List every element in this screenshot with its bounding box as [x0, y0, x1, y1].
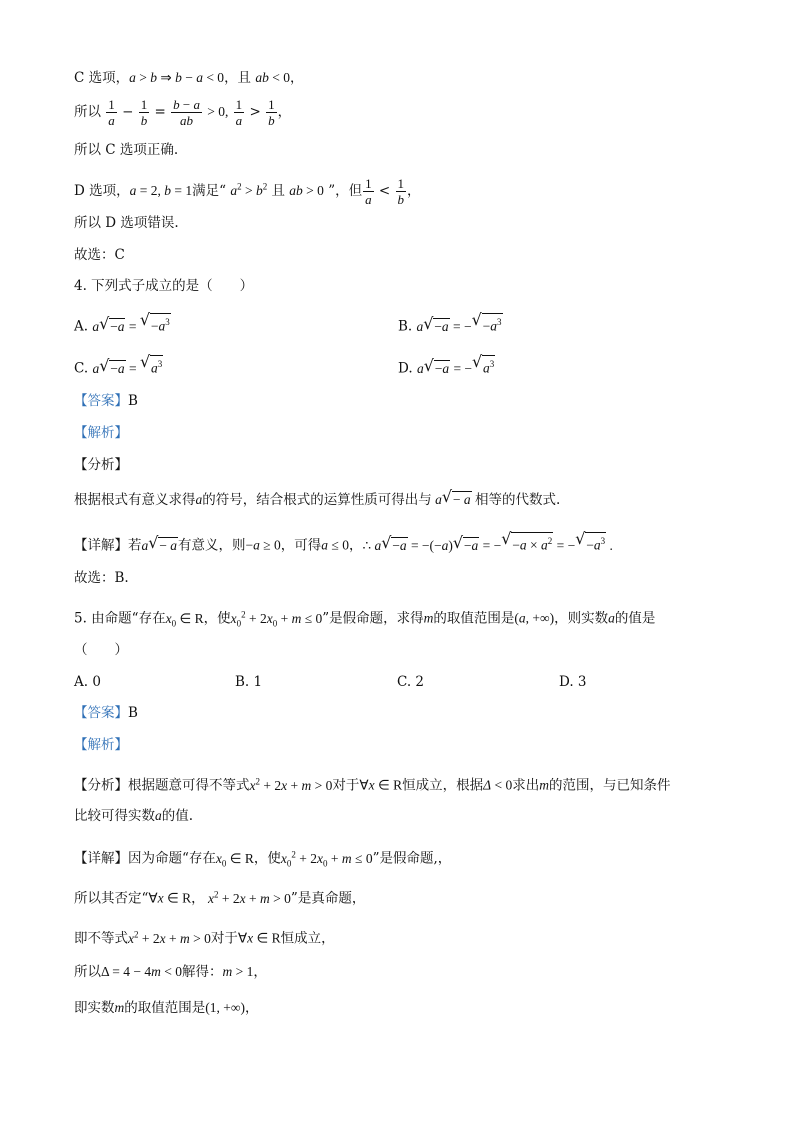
text: 恒成立， — [280, 930, 335, 947]
d-wrong-line: 所以 D 选项错误. — [74, 215, 179, 231]
text: A. — [74, 318, 89, 335]
text: 解得： — [182, 964, 223, 980]
text: 因为命题“存在 — [128, 850, 216, 867]
text: ”是假命题,， — [372, 850, 452, 867]
q5-xiangjie-2: 所以其否定“∀x ∈ R， $x^2 + 2x + m > 0$”是真命题， — [74, 889, 366, 907]
text: ，使 — [253, 850, 281, 867]
text: 所以 — [74, 104, 101, 120]
text: ，使 — [203, 610, 231, 627]
text: 【详解】 — [74, 850, 128, 867]
q4-fenxi-text: 根据根式有意义求得a的符号，结合根式的运算性质可得出与 a√ − a 相等的代数式. — [74, 490, 560, 510]
text: 5. 由命题“存在 — [74, 610, 166, 627]
c-fraction-line: 所以 $\frac{1}{a}$ − $\frac{1}{b}$ = $\frac{b - a}{ab}$ > 0, $\frac{1}{a}$ > $\frac{1}{b}$ ， — [74, 97, 292, 128]
q4-option-d: D. a√ −a = −√ $a^3$ — [398, 355, 495, 379]
answer-tag: 【答案】 — [74, 393, 128, 409]
text: 的范围，与已知条件 — [548, 777, 671, 794]
text: ”是真命题， — [290, 890, 366, 907]
d-option-line: D 选项，a = 2, b = 1满足“ $a^2 > b^2$ 且 ab > 0 ”，但 $\frac{1}{a}$ < $\frac{1}{b}$ ， — [74, 176, 421, 207]
q5-answer — [74, 703, 138, 723]
text: 【详解】 — [74, 537, 128, 554]
question-5: 5. 由命题“存在$x_0$ ∈ R，使$x_0^2 + 2x_0 + m \le 0$”是假命题，求得m的取值范围是(a, +∞)，则实数a的值是 — [74, 609, 656, 629]
text: ，可得 — [280, 537, 322, 554]
analysis-tag: 【解析】 — [74, 737, 128, 753]
text: 相等的代数式. — [475, 492, 561, 508]
text: C 选项， — [74, 70, 130, 86]
text: ， — [348, 537, 363, 554]
text: 对于 — [210, 930, 238, 947]
text: 有意义，则 — [178, 537, 246, 554]
text: B — [128, 393, 138, 409]
text: B. — [398, 318, 413, 335]
text: 恒成立，根据 — [402, 777, 484, 794]
q4-jiexi — [74, 423, 128, 443]
q5-fenxi-1: 【分析】根据题意可得不等式$x^2 + 2x + m > 0$对于∀x ∈ R恒成立，根据Δ < 0求出m的范围，与已知条件 — [74, 776, 671, 794]
q5-xiangjie-1: 【详解】因为命题“存在$x_0$ ∈ R，使$x_0^2 + 2x_0 + m \le 0$”是假命题,， — [74, 849, 452, 869]
text: ，但 — [335, 183, 363, 199]
text: 求出 — [512, 777, 540, 794]
text: 【分析】 — [74, 457, 128, 473]
text: 的值. — [161, 808, 194, 824]
q4-option-b: B. a√ −a = −√ $-a^3$ — [398, 313, 503, 337]
text: 即不等式 — [74, 930, 128, 947]
q5-xiangjie-5: 即实数m的取值范围是(1, +∞)， — [74, 1000, 259, 1016]
question-4: 4. 下列式子成立的是（ ） — [74, 278, 254, 294]
c-correct-line: 所以 C 选项正确. — [74, 142, 179, 158]
q5-fenxi-2: 比较可得实数a的值. — [74, 808, 194, 824]
text: 根据根式有意义求得 — [74, 492, 196, 508]
text: B — [128, 705, 138, 721]
q5-option-d: D. 3 — [559, 674, 587, 690]
text: 比较可得实数 — [74, 808, 155, 824]
q5-option-a: A. 0 — [74, 674, 101, 690]
text: 所以其否定“ — [74, 890, 149, 907]
q5-xiangjie-4: 所以Δ = 4 − 4m < 0解得：m > 1， — [74, 964, 267, 980]
q4-fenxi-tag — [74, 455, 128, 475]
q5-xiangjie-3: 即不等式$x^2 + 2x + m > 0$对于∀x ∈ R恒成立， — [74, 929, 335, 947]
q4-answer — [74, 391, 138, 411]
q5-option-b: B. 1 — [235, 674, 263, 690]
text: 的取值范围是 — [124, 1000, 206, 1016]
text: 满足 — [192, 183, 220, 199]
q4-option-c: C. a√ −a = √ $a^3$ — [74, 355, 163, 379]
text: ”是假命题，求得 — [322, 610, 424, 627]
text: C. — [74, 360, 89, 377]
text: D. — [398, 360, 413, 377]
text: 即实数 — [74, 1000, 115, 1016]
answer-c-line: 故选：C — [74, 247, 125, 263]
text: 的值是 — [614, 610, 656, 627]
text: ，则实数 — [554, 610, 609, 627]
text: 对于 — [332, 777, 360, 794]
c-option-line: C 选项，a > b ⇒ b − a < 0，且 ab < 0， — [74, 70, 304, 86]
text: 根据题意可得不等式 — [128, 777, 250, 794]
text: 所以 — [74, 964, 101, 980]
q5-option-c: C. 2 — [397, 674, 425, 690]
q5-paren: （ ） — [74, 642, 128, 658]
q4-xiangjie: 【详解】若a√ − a有意义，则−a ≥ 0，可得a ≤ 0，∴ a√ −a = −(−a)√ −a = −√ $-a \times a^2$ = −√ $-a^3$ . — [74, 532, 613, 556]
q4-option-a: A. a√ −a = √ $-a^3$ — [74, 313, 171, 337]
q5-jiexi — [74, 735, 128, 755]
analysis-tag: 【解析】 — [74, 425, 128, 441]
text: 的取值范围是 — [433, 610, 515, 627]
text: 的符号，结合根式的运算性质可得出与 — [202, 492, 432, 508]
text: ， — [191, 890, 205, 907]
text: 若 — [128, 537, 142, 554]
text: D 选项， — [74, 183, 130, 199]
answer-tag: 【答案】 — [74, 705, 128, 721]
answer-b-line: 故选：B. — [74, 570, 129, 586]
text: 【分析】 — [74, 777, 128, 794]
